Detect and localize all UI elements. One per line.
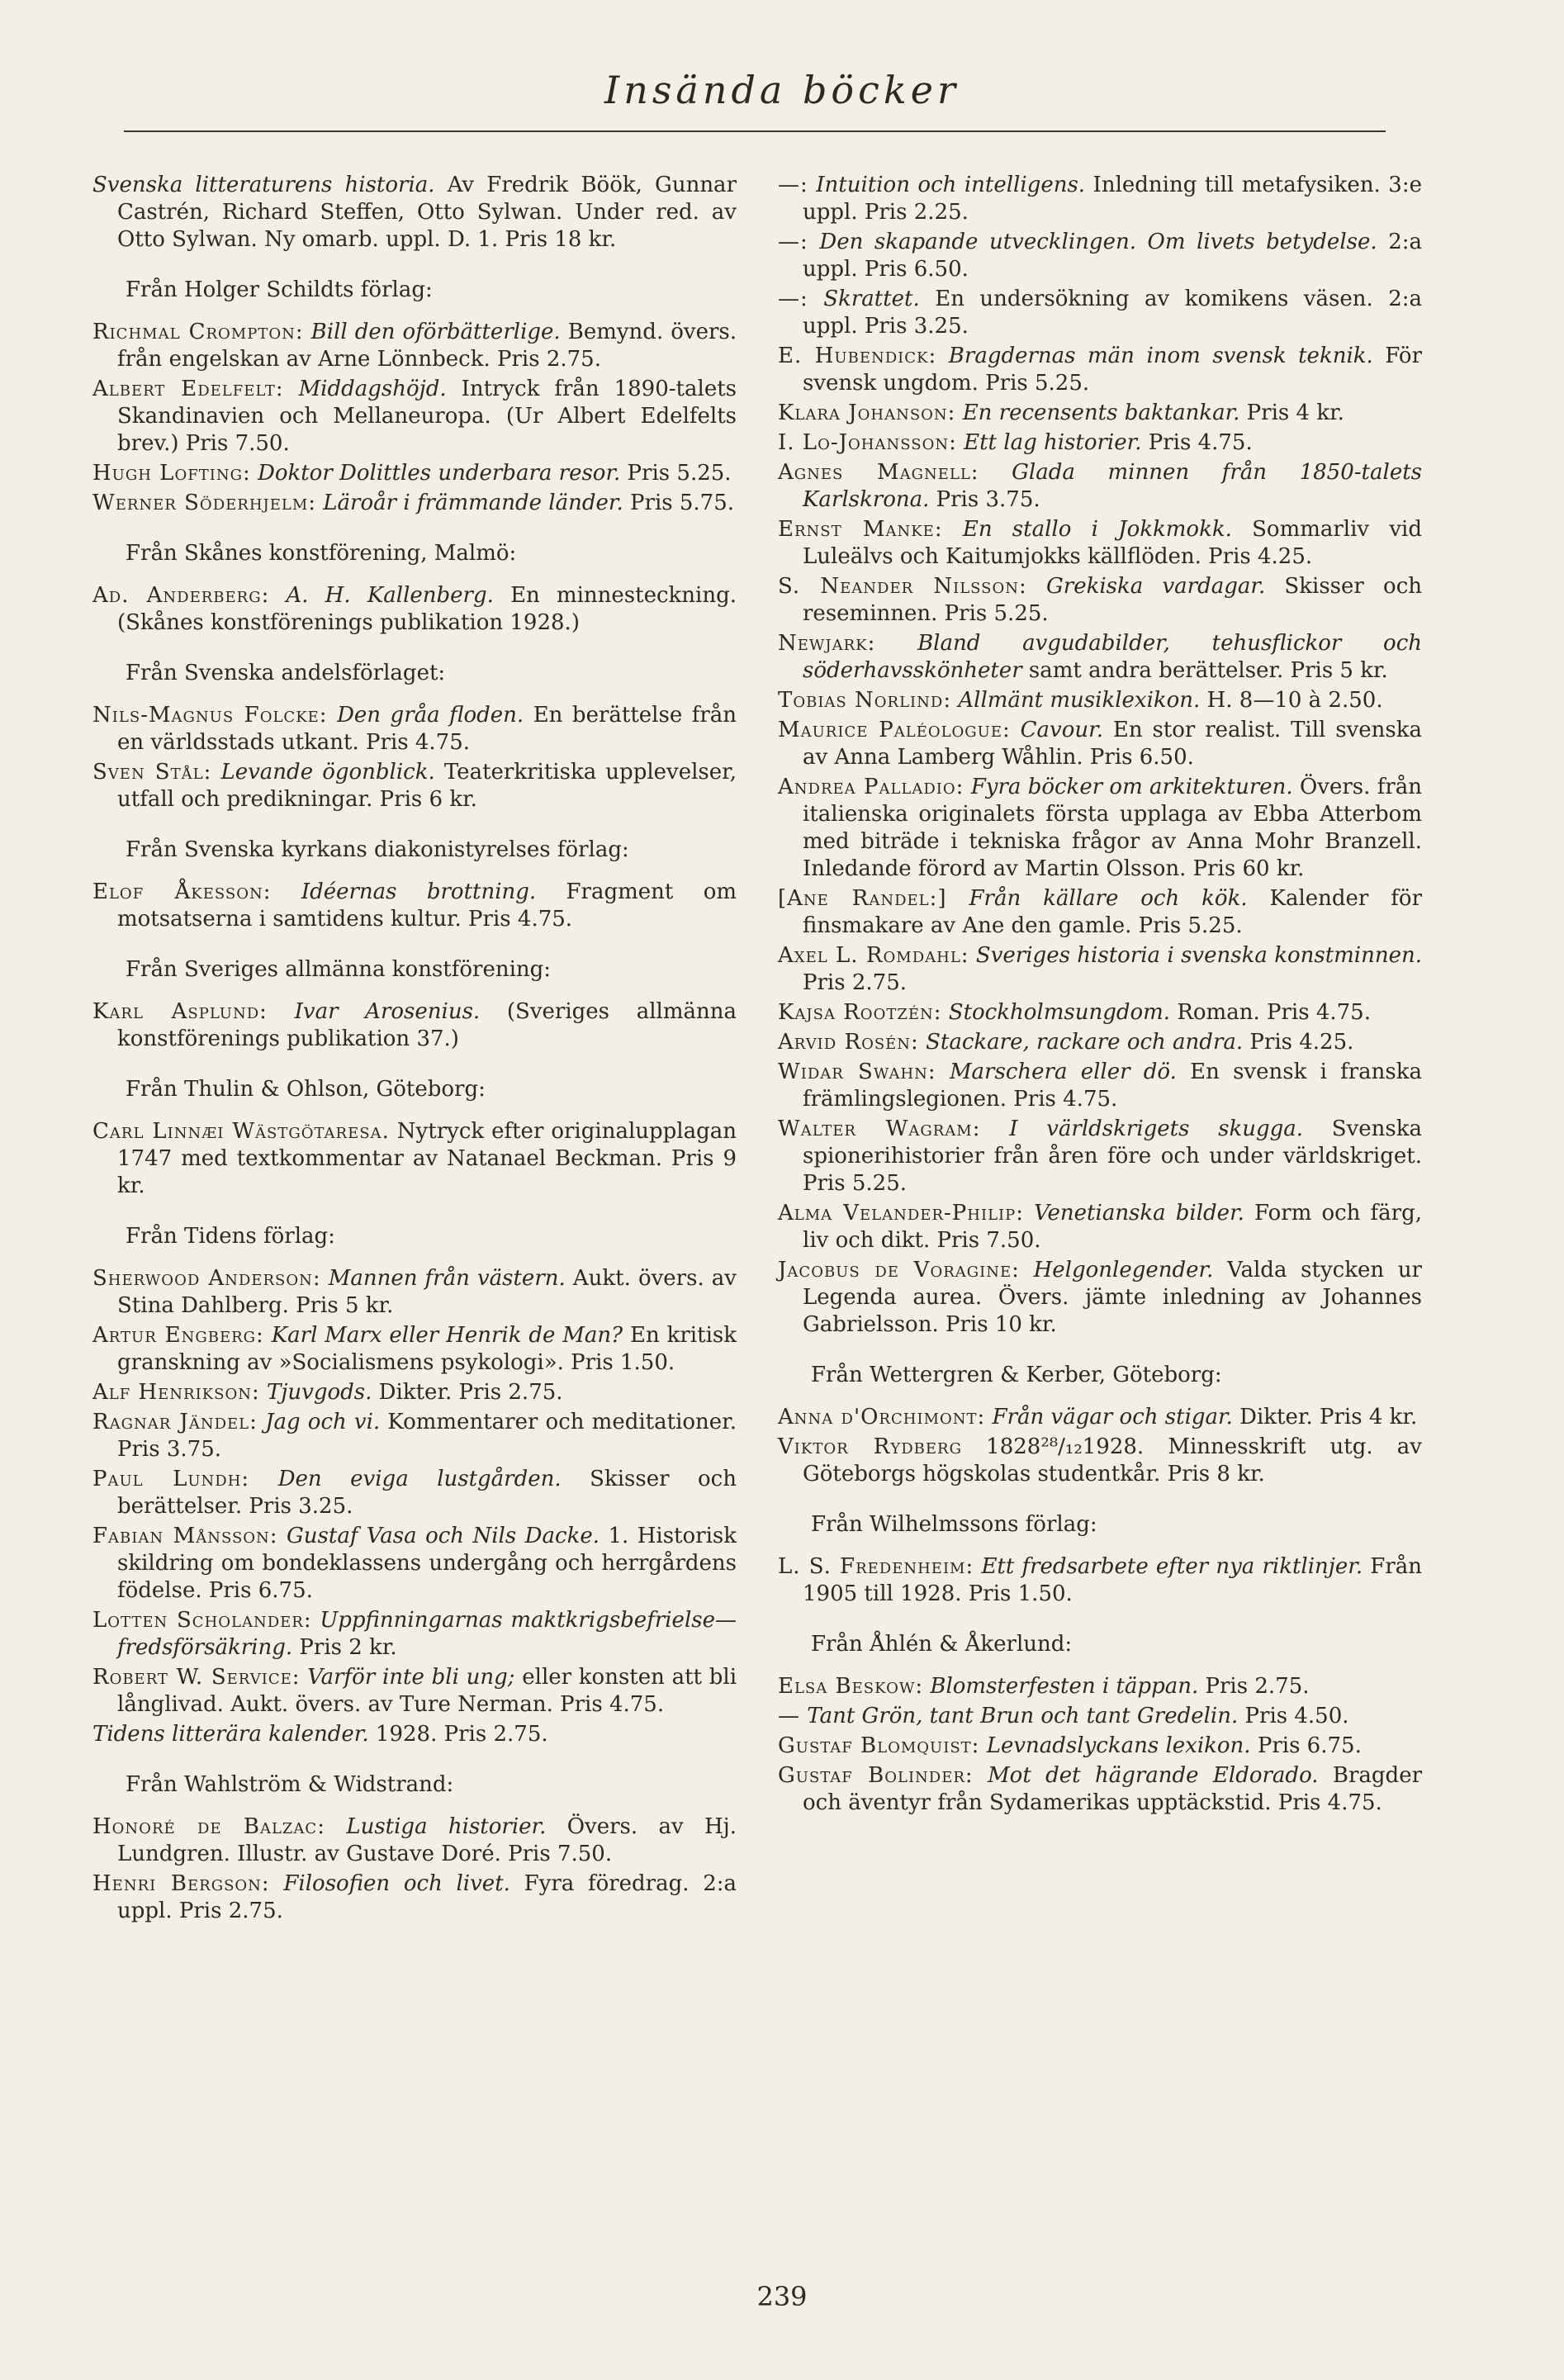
entry-details: Pris 4.75.: [1141, 430, 1253, 455]
entry-details: H. 8—10 à 2.50.: [1200, 688, 1383, 713]
entry-author: Arvid Rosén:: [778, 1030, 919, 1055]
entry-author: Ragnar Jändel:: [92, 1410, 258, 1434]
book-entry: [778, 1762, 1422, 1817]
entry-details: Sommarliv vid Luleälvs och Kaitumjokks källflöden. Pris 4.25.: [803, 517, 1423, 569]
entry-author: Alf Henrikson:: [92, 1380, 260, 1405]
entry-details: Fyra föredrag. 2:a uppl. Pris 2.75.: [117, 1871, 737, 1923]
book-entry: [92, 759, 737, 813]
entry-details: Inledning till metafysiken. 3:e uppl. Pris 2.25.: [803, 173, 1422, 225]
entry-title: Svenska litteraturens historia.: [92, 173, 435, 197]
entry-details: Skisser och berättelser. Pris 3.25.: [117, 1467, 737, 1519]
book-entry: [92, 1664, 737, 1719]
book-entry: [778, 1703, 1422, 1730]
book-entry: [92, 1409, 737, 1463]
entry-author: Nils-Magnus Folcke:: [92, 703, 328, 728]
entry-details: Övers. från italienska originalets första upplaga av Ebba Atterbom med biträde i tekniska frågor av Anna Mohr Branzell. Inledande förord av Martin Olsson. Pris 60 kr.: [803, 775, 1423, 881]
publisher-heading: Från Wettergren & Kerber, Göteborg:: [811, 1363, 1222, 1387]
entry-title: Idéernas brottning.: [301, 879, 537, 904]
entry-details: Dikter. Pris 2.75.: [372, 1380, 563, 1405]
entry-details: Teaterkritiska upplevelser, utfall och predikningar. Pris 6 kr.: [117, 760, 737, 812]
book-entry: [778, 687, 1422, 714]
entry-details: Av Fredrik Böök, Gunnar Castrén, Richard Steffen, Otto Sylwan. Under red. av Otto Sylwan. Ny omarb. uppl. D. 1. Pris 18 kr.: [117, 173, 737, 252]
entry-title: Varför inte bli ung;: [307, 1665, 515, 1690]
entry-title: Ivar Arosenius.: [294, 999, 481, 1024]
book-entry: [778, 1200, 1422, 1254]
book-entry: [92, 998, 737, 1053]
book-entry: [92, 1466, 737, 1520]
book-entry: [778, 1673, 1422, 1700]
entry-title: Middagshöjd.: [298, 377, 447, 401]
entry-details: Pris 5.25.: [620, 461, 732, 486]
entry-author: Hugh Lofting:: [92, 461, 251, 486]
entry-details: Pris 4 kr.: [1239, 401, 1344, 425]
entry-details: samt andra berättelser. Pris 5 kr.: [1021, 658, 1388, 683]
entry-details: Nytryck efter originalupplagan 1747 med textkommentar av Natanael Beckman. Pris 9 kr.: [117, 1119, 737, 1198]
entry-author: Elsa Beskow:: [778, 1674, 924, 1699]
entry-details: Pris 2.75.: [803, 970, 908, 995]
entry-author: Agnes Magnell:: [778, 460, 979, 485]
book-entry: [92, 1118, 737, 1200]
entry-title: Mannen från västern.: [328, 1266, 566, 1291]
entry-title: Intuition och intelligens.: [816, 173, 1086, 197]
entry-title: Den skapande utvecklingen. Om livets betydelse.: [819, 230, 1377, 254]
entry-details: Aukt. övers. av Stina Dahlberg. Pris 5 kr.: [117, 1266, 737, 1318]
book-entry: [778, 229, 1422, 283]
book-entry: [778, 1059, 1422, 1113]
entry-title: Doktor Dolittles underbara resor.: [257, 461, 621, 486]
book-entry: [778, 1116, 1422, 1197]
entry-author: Gustaf Blomquist:: [778, 1733, 980, 1758]
entry-title: Den eviga lustgården.: [277, 1467, 562, 1491]
book-entry: [778, 1257, 1422, 1339]
entry-details: Pris 6.75.: [1250, 1733, 1362, 1758]
entry-title: I världskrigets skugga.: [1009, 1117, 1304, 1141]
entry-title: Tidens litterära kalender.: [92, 1722, 369, 1747]
book-entry: [92, 1870, 737, 1925]
entry-author: Artur Engberg:: [92, 1323, 264, 1348]
entry-author: Alma Velander-Philip:: [778, 1201, 1025, 1226]
book-entry: [778, 429, 1422, 457]
entry-author: Fabian Månsson:: [92, 1524, 278, 1548]
entry-author: [Ane Randel:]: [778, 886, 947, 911]
entry-details: En kritisk granskning av »Socialismens psykologi». Pris 1.50.: [117, 1323, 737, 1375]
book-entry: [778, 459, 1422, 514]
entry-author: Ad. Anderberg:: [92, 583, 270, 608]
entry-title: Bland avgudabilder, tehusflickor och söderhavsskönheter: [803, 631, 1423, 683]
entry-details: 2:a uppl. Pris 6.50.: [803, 230, 1423, 282]
publisher-heading: Från Åhlén & Åkerlund:: [811, 1632, 1073, 1657]
entry-details: Pris 5.75.: [623, 491, 735, 515]
entry-details: Valda stycken ur Legenda aurea. Övers. jämte inledning av Johannes Gabrielsson. Pris 10 kr.: [803, 1258, 1422, 1337]
entry-details: Pris 4.25.: [1243, 1030, 1354, 1055]
entry-details: Kommentarer och meditationer. Pris 3.75.: [117, 1410, 737, 1462]
publisher-heading: Från Tidens förlag:: [126, 1224, 335, 1249]
book-entry: [92, 1379, 737, 1406]
book-entry: [92, 1813, 737, 1868]
entry-author: Elof Åkesson:: [92, 879, 272, 904]
entry-title: Läroår i främmande länder.: [323, 491, 623, 515]
entry-title: Skrattet.: [823, 287, 920, 311]
book-entry: [778, 885, 1422, 940]
entry-title: Lustiga historier.: [346, 1814, 547, 1839]
entry-author: Sherwood Anderson:: [92, 1266, 321, 1291]
entry-author: Robert W. Service:: [92, 1665, 301, 1690]
entry-author: Klara Johanson:: [778, 401, 956, 425]
entry-title: Sveriges historia i svenska konstminnen.: [975, 943, 1422, 968]
entry-author: —: [778, 1704, 800, 1728]
book-entry: [92, 460, 737, 487]
entry-details: Form och färg, liv och dikt. Pris 7.50.: [803, 1201, 1422, 1253]
book-entry: [92, 172, 737, 254]
entry-title: A. H. Kallenberg.: [286, 583, 494, 608]
entry-author: Richmal Crompton:: [92, 320, 304, 344]
book-entry: [778, 630, 1422, 685]
header-rule: [124, 130, 1386, 132]
entry-author: Karl Asplund:: [92, 999, 268, 1024]
book-entry: [92, 1322, 737, 1377]
entry-author: Andrea Palladio:: [778, 775, 964, 799]
page-number: 239: [756, 2281, 808, 2312]
book-entry: [778, 774, 1422, 883]
entry-title: Levnadslyckans lexikon.: [986, 1733, 1251, 1758]
entry-title: Karl Marx eller Henrik de Man?: [271, 1323, 623, 1348]
left-column: [92, 172, 737, 1927]
entry-author: Gustaf Bolinder:: [778, 1763, 974, 1788]
entry-title: Grekiska vardagar.: [1046, 574, 1266, 599]
entry-title: Från vägar och stigar.: [992, 1405, 1233, 1429]
entry-author: S. Neander Nilsson:: [778, 574, 1027, 599]
book-entry: [778, 1029, 1422, 1056]
book-entry: [92, 1607, 737, 1662]
entry-title: Glada minnen från 1850-talets Karlskrona.: [803, 460, 1422, 512]
entry-title: Ett fredsarbete efter nya riktlinjer.: [981, 1554, 1363, 1579]
entry-title: Filosofien och livet.: [283, 1871, 510, 1896]
book-entry: [92, 582, 737, 637]
entry-details: Kalender för finsmakare av Ane den gamle. Pris 5.25.: [803, 886, 1423, 938]
entry-author: Werner Söderhjelm:: [92, 491, 317, 515]
entry-details: 1928. Pris 2.75.: [368, 1722, 548, 1747]
entry-details: Dikter. Pris 4 kr.: [1232, 1405, 1418, 1429]
entry-author: —:: [778, 173, 808, 197]
entry-details: En berättelse från en världsstads utkant. Pris 4.75.: [117, 703, 737, 755]
entry-title: Den gråa floden.: [337, 703, 524, 728]
entry-details: Från 1905 till 1928. Pris 1.50.: [803, 1554, 1422, 1606]
book-entry: [778, 400, 1422, 427]
book-entry: [778, 717, 1422, 771]
publisher-heading: Från Thulin & Ohlson, Göteborg:: [126, 1077, 486, 1102]
entry-author: Henri Bergson:: [92, 1871, 270, 1896]
entry-author: —:: [778, 230, 808, 254]
publisher-heading: Från Sveriges allmänna konstförening:: [126, 957, 552, 982]
book-entry: [778, 286, 1422, 340]
entry-title: Helgonlegender.: [1033, 1258, 1214, 1282]
book-entry: [778, 573, 1422, 628]
entry-title: Mot det hägrande Eldorado.: [988, 1763, 1319, 1788]
entry-author: Jacobus de Voragine:: [778, 1258, 1020, 1282]
book-entry: [778, 343, 1422, 397]
entry-title: Bragdernas män inom svensk teknik.: [948, 344, 1373, 368]
entry-details: eller konsten att bli långlivad. Aukt. övers. av Ture Nerman. Pris 4.75.: [117, 1665, 737, 1717]
entry-title: Tant Grön, tant Brun och tant Gredelin.: [807, 1704, 1239, 1728]
entry-details: Bemynd. övers. från engelskan av Arne Lönnbeck. Pris 2.75.: [117, 320, 737, 372]
entry-details: 1. Historisk skildring om bondeklassens undergång och herrgårdens födelse. Pris 6.75.: [117, 1524, 737, 1603]
entry-details: Skisser och reseminnen. Pris 5.25.: [803, 574, 1422, 626]
entry-details: Bragder och äventyr från Sydamerikas upptäckstid. Pris 4.75.: [803, 1763, 1423, 1815]
entry-author: Anna d'Orchimont:: [778, 1405, 986, 1429]
entry-title: Cavour.: [1020, 718, 1103, 742]
entry-details: Pris 2 kr.: [292, 1635, 397, 1660]
entry-title: Ett lag historier.: [964, 430, 1142, 455]
entry-author: Carl Linnæi Wästgötaresa.: [92, 1119, 390, 1144]
entry-details: 1828²⁸/₁₂1928. Minnesskrift utg. av Göteborgs högskolas studentkår. Pris 8 kr.: [803, 1434, 1422, 1486]
entry-details: Övers. av Hj. Lundgren. Illustr. av Gustave Doré. Pris 7.50.: [117, 1814, 737, 1866]
entry-details: Pris 4.50.: [1238, 1704, 1349, 1728]
entry-author: Tobias Norlind:: [778, 688, 952, 713]
entry-title: Marschera eller dö.: [949, 1060, 1177, 1084]
entry-author: —:: [778, 287, 808, 311]
book-entry: [92, 376, 737, 458]
book-entry: [92, 879, 737, 933]
entry-details: En svensk i franska främlingslegionen. Pris 4.75.: [803, 1060, 1423, 1112]
entry-title: Tjuvgods.: [267, 1380, 372, 1405]
entry-details: Pris 2.75.: [1198, 1674, 1310, 1699]
entry-details: Pris 3.75.: [929, 487, 1040, 512]
entry-title: Uppfinningarnas maktkrigsbefrielse—fredsförsäkring.: [117, 1608, 737, 1660]
entry-title: Allmänt musiklexikon.: [958, 688, 1201, 713]
publisher-heading: Från Svenska andelsförlaget:: [126, 661, 446, 685]
book-entry: [92, 1265, 737, 1320]
entry-author: Axel L. Romdahl:: [778, 943, 969, 968]
publisher-heading: Från Wahlström & Widstrand:: [126, 1772, 454, 1797]
entry-author: Viktor Rydberg: [778, 1434, 962, 1459]
entry-author: I. Lo-Johansson:: [778, 430, 957, 455]
book-entry: [778, 172, 1422, 226]
page-title: Insända böcker: [604, 68, 960, 112]
entry-title: Levande ögonblick.: [220, 760, 435, 785]
entry-author: E. Hubendick:: [778, 344, 937, 368]
book-entry: [778, 1733, 1422, 1760]
entry-title: Blomsterfesten i täppan.: [930, 1674, 1199, 1699]
entry-author: Albert Edelfelt:: [92, 377, 284, 401]
entry-author: Newjark:: [778, 631, 876, 656]
entry-author: Paul Lundh:: [92, 1467, 250, 1491]
entry-details: En minnesteckning. (Skånes konstförenings publikation 1928.): [117, 583, 737, 635]
publisher-heading: Från Wilhelmssons förlag:: [811, 1512, 1097, 1537]
publisher-heading: Från Skånes konstförening, Malmö:: [126, 541, 517, 566]
entry-author: Walter Wagram:: [778, 1117, 981, 1141]
book-entry: [778, 999, 1422, 1026]
entry-title: Bill den oförbätterlige.: [310, 320, 561, 344]
right-column: [778, 172, 1422, 1819]
book-entry: [778, 942, 1422, 997]
entry-details: En stor realist. Till svenska av Anna Lamberg Wåhlin. Pris 6.50.: [803, 718, 1423, 770]
entry-details: För svensk ungdom. Pris 5.25.: [803, 344, 1422, 396]
entry-author: Ernst Manke:: [778, 517, 943, 542]
book-entry: [778, 1404, 1422, 1431]
entry-author: Lotten Scholander:: [92, 1608, 312, 1633]
entry-title: Gustaf Vasa och Nils Dacke.: [287, 1524, 600, 1548]
book-entry: [92, 1523, 737, 1605]
entry-title: Jag och vi.: [265, 1410, 381, 1434]
entry-author: Honoré de Balzac:: [92, 1814, 325, 1839]
entry-title: Stackare, rackare och andra.: [926, 1030, 1244, 1055]
entry-title: En stallo i Jokkmokk.: [962, 517, 1232, 542]
entry-title: Från källare och kök.: [969, 886, 1248, 911]
entry-details: Intryck från 1890-talets Skandinavien och Mellaneuropa. (Ur Albert Edelfelts brev.) Pris 7.50.: [117, 377, 737, 456]
book-entry: [778, 516, 1422, 571]
entry-author: Sven Stål:: [92, 760, 212, 785]
entry-title: Venetianska bilder.: [1034, 1201, 1244, 1226]
entry-details: (Sveriges allmänna konstförenings publikation 37.): [117, 999, 737, 1051]
entry-title: Stockholmsungdom.: [948, 1000, 1171, 1025]
entry-details: Fragment om motsatserna i samtidens kultur. Pris 4.75.: [117, 879, 737, 932]
book-entry: [92, 319, 737, 373]
book-entry: [778, 1553, 1422, 1608]
book-entry: [92, 702, 737, 756]
book-entry: [778, 1434, 1422, 1488]
entry-author: Kajsa Rootzén:: [778, 1000, 942, 1025]
book-entry: [92, 490, 737, 517]
publisher-heading: Från Svenska kyrkans diakonistyrelses förlag:: [126, 837, 629, 862]
book-entry: [92, 1721, 737, 1748]
entry-author: L. S. Fredenheim:: [778, 1554, 974, 1579]
entry-details: Roman. Pris 4.75.: [1170, 1000, 1371, 1025]
entry-author: Maurice Paléologue:: [778, 718, 1011, 742]
entry-title: En recensents baktankar.: [962, 401, 1240, 425]
entry-details: En undersökning av komikens väsen. 2:a uppl. Pris 3.25.: [803, 287, 1422, 339]
entry-author: Widar Swahn:: [778, 1060, 936, 1084]
entry-details: Svenska spionerihistorier från åren före och under världskriget. Pris 5.25.: [803, 1117, 1423, 1196]
publisher-heading: Från Holger Schildts förlag:: [126, 277, 433, 302]
entry-title: Fyra böcker om arkitekturen.: [970, 775, 1293, 799]
